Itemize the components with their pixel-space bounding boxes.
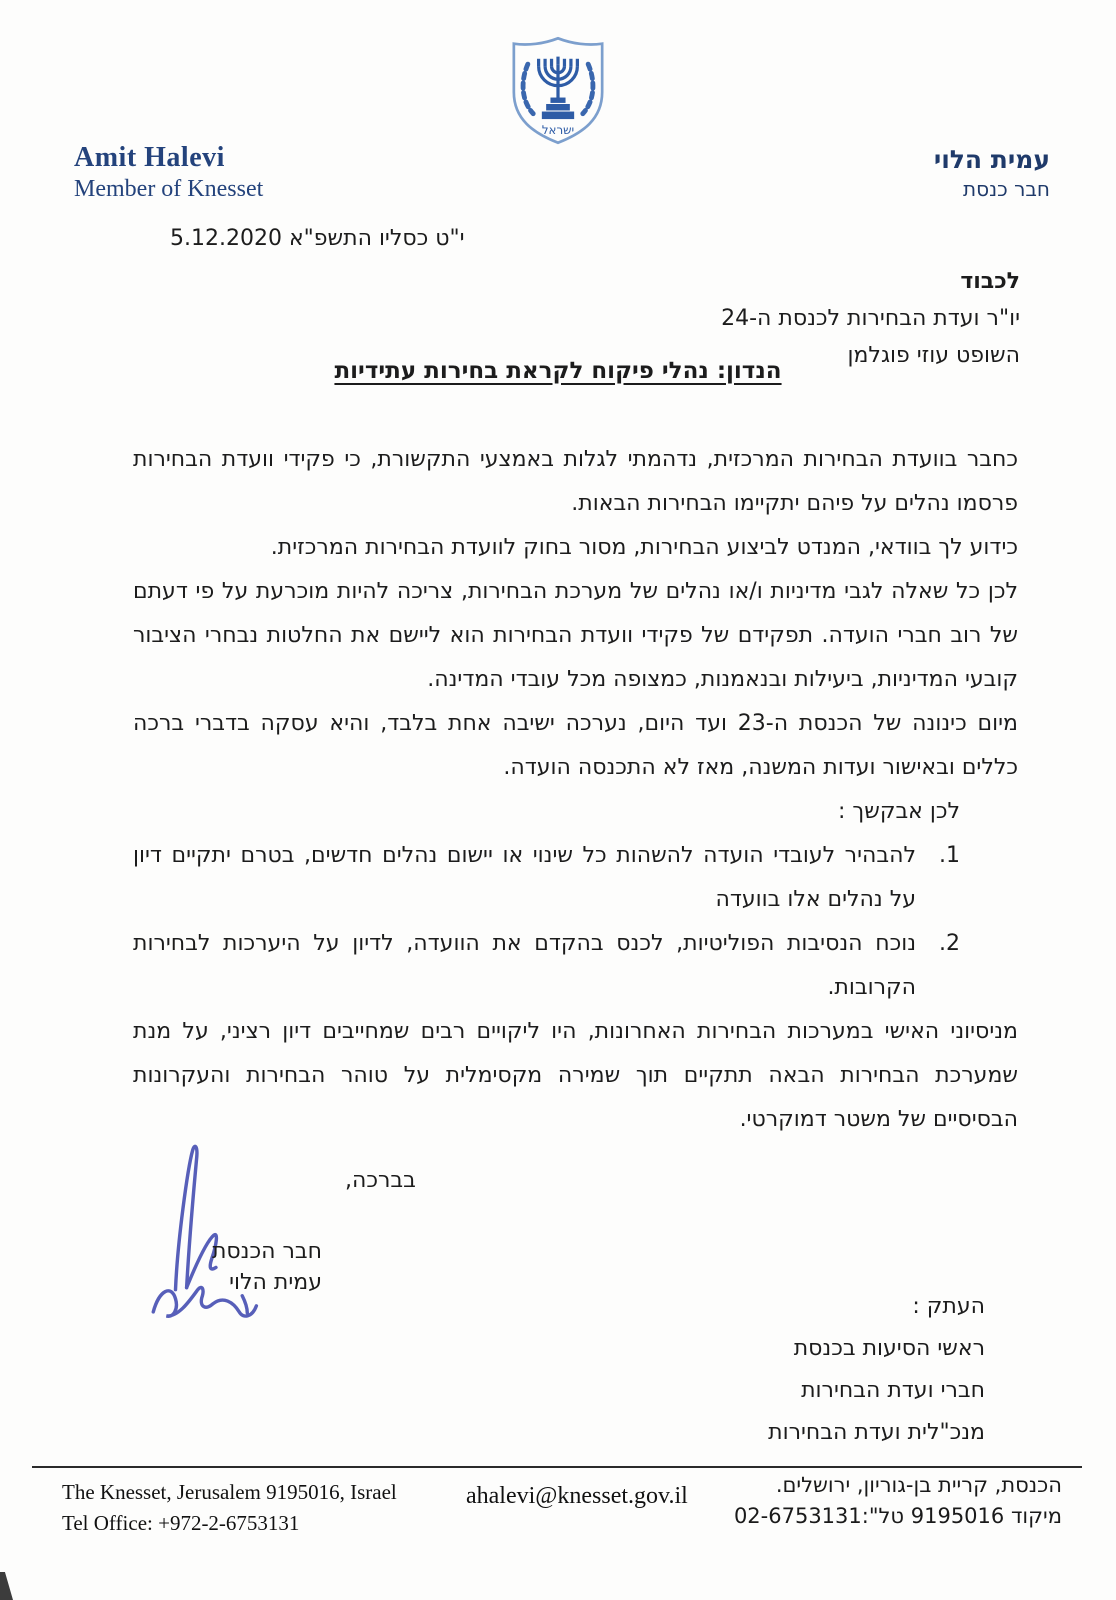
copy-recipient: מנכ"לית ועדת הבחירות: [768, 1420, 985, 1445]
numbered-item: [133, 922, 1018, 1010]
item-number: 2.: [939, 931, 960, 956]
body-paragraph: מיום כינונה של הכנסת ה-23 ועד היום, נערכה ישיבה אחת בלבד, והיא עסקה בדברי ברכה כללים ובאישור ועדות המשנה, מאז לא התכנסה הועדה.: [133, 711, 1018, 780]
member-name-hebrew: עמית הלוי: [933, 145, 1050, 174]
signer-block: [200, 1236, 322, 1298]
date-line: י"ט כסליו התשפ"א 5.12.2020: [170, 226, 465, 251]
body-paragraph: לכן כל שאלה לגבי מדיניות ו/או נהלים של מערכת הבחירות, צריכה להיות מוכרעת על פי דעתם של רוב חברי הועדה. תפקידם של פקידי וועדת הבחירות הוא ליישם את החלטות נבחרי הציבור קובעי המדיניות, ביעילות ובנאמנות, כמצופה מכל עובדי המדינה.: [133, 579, 1018, 692]
scan-artifact: [0, 1572, 13, 1600]
signer-name: עמית הלוי: [229, 1270, 322, 1295]
footer-address-english: The Knesset, Jerusalem 9195016, Israel Tel Office: +972-2-6753131: [62, 1480, 397, 1535]
body-paragraph: כידוע לך בוודאי, המנדט לביצוע הבחירות, מסור בחוק לוועדת הבחירות המרכזית.: [270, 535, 1018, 560]
request-intro: לכן אבקשך :: [838, 799, 960, 824]
closing-salutation: בברכה,: [345, 1168, 416, 1193]
copy-recipient: חברי ועדת הבחירות: [801, 1378, 985, 1403]
addressee-role: יו"ר ועדת הבחירות לכנסת ה-24: [721, 306, 1020, 331]
body-paragraph: מניסיוני האישי במערכות הבחירות האחרונות, היו ליקויים רבים שמחייבים דיון רציני, על מנת שמערכת הבחירות הבאה תתקיים תוך שמירה מקסימלית על טוהר הבחירות והעקרונות הבסיסיים של משטר דמוקרטי.: [133, 1019, 1018, 1132]
subject-line: הנדון: נהלי פיקוח לקראת בחירות עתידיות: [334, 358, 782, 384]
copy-recipient: ראשי הסיעות בכנסת: [793, 1336, 985, 1361]
signer-title: חבר הכנסת: [211, 1239, 322, 1264]
letterhead-english: [74, 142, 263, 203]
letter-body: [133, 438, 1018, 1142]
member-title-hebrew: חבר כנסת: [963, 177, 1050, 201]
item-number: 1.: [939, 843, 960, 868]
member-name-english: Amit Halevi: [74, 142, 225, 173]
item-text: נוכח הנסיבות הפוליטיות, לכנס בהקדם את הוועדה, לדיון על היערכות לבחירות הקרובות.: [133, 931, 916, 1000]
body-paragraph: כחבר בוועדת הבחירות המרכזית, נדהמתי לגלות באמצעי התקשורת, כי פקידי וועדת הבחירות פרסמו נהלים על פיהם יתקיימו הבחירות הבאות.: [133, 447, 1018, 516]
numbered-item: [133, 834, 1018, 922]
addressee-salutation: לכבוד: [960, 269, 1020, 294]
footer-email: ahalevi@knesset.gov.il: [466, 1483, 688, 1509]
footer-address-hebrew: הכנסת, קריית בן-גוריון, ירושלים. מיקוד 9195016 טל":02-6753131: [733, 1473, 1062, 1528]
member-title-english: Member of Knesset: [74, 176, 264, 202]
addressee-name: השופט עוזי פוגלמן: [847, 343, 1020, 368]
emblem-caption: ישראל: [541, 123, 575, 138]
copies-block: [768, 1286, 985, 1454]
item-text: להבהיר לעובדי הועדה להשהות כל שינוי או יישום נהלים חדשים, בטרם יתקיים דיון על נהלים אלו בוועדה: [133, 843, 916, 912]
copies-label: העתק :: [912, 1294, 985, 1319]
letterhead-hebrew: [934, 145, 1050, 201]
footer-divider: [32, 1466, 1082, 1468]
israel-state-emblem-icon: [500, 34, 616, 146]
